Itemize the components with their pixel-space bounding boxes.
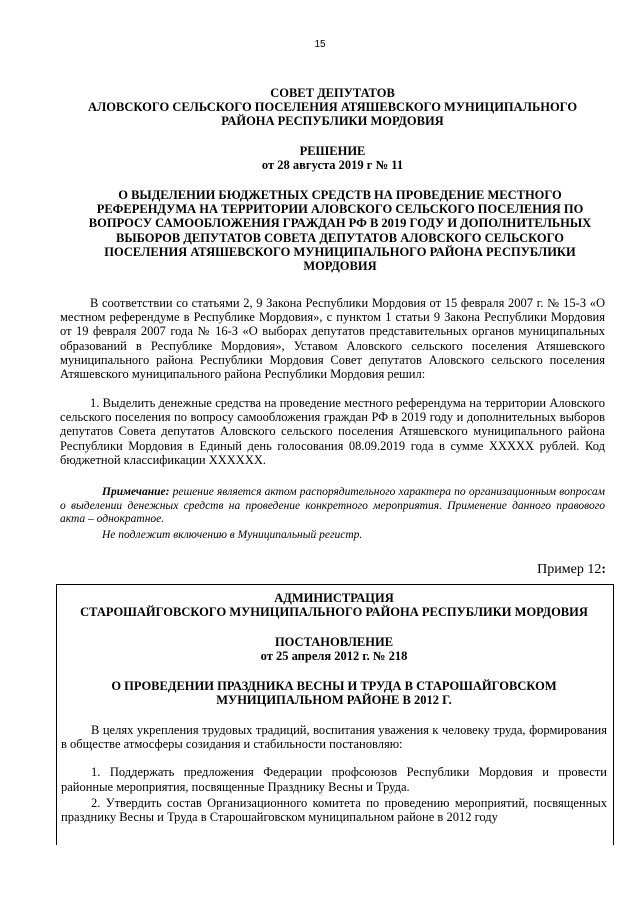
doc1-note-block <box>60 486 605 542</box>
doc2-item1: 1. Поддержать предложения Федерации профсоюзов Республики Мордовия и провести районные мероприятия, посвященные Празднику Весны и Труда. <box>61 765 607 794</box>
doc1-preamble: В соответствии со статьями 2, 9 Закона Республики Мордовия от 15 февраля 2007 г. № 15-З «О местном референдуме в Республике Мордовия», с пунктом 1 статьи 9 Закона Республики Мордовия от 19 февраля 2007 года № 16-З «О выборах депутатов представительных органов муниципальных образований в Республике Мордовия», Уставом Аловского сельского поселения Атяшевского муниципального района Республики Мордовия Совет депутатов Аловского сельского поселения Атяшевского муниципального района Республики Мордовия решил: <box>60 296 605 382</box>
doc1-type-block <box>60 144 605 172</box>
doc2-title-line1: О ПРОВЕДЕНИИ ПРАЗДНИКА ВЕСНЫ И ТРУДА В СТАРОШАЙГОВСКОМ <box>111 679 557 693</box>
page-number: 15 <box>314 39 326 50</box>
doc1-org-line1: СОВЕТ ДЕПУТАТОВ <box>270 86 395 100</box>
doc2-item2: 2. Утвердить состав Организационного комитета по проведению мероприятий, посвященных празднику Весны и Труда в Старошайговском муниципальном районе в 2012 году <box>61 795 607 825</box>
doc2-org-header <box>61 591 607 619</box>
doc2-title <box>61 679 607 707</box>
doc1-note <box>60 486 605 527</box>
doc1-note2: Не подлежит включению в Муниципальный регистр. <box>102 528 363 541</box>
example-label <box>537 562 606 578</box>
doc1-org-header <box>60 86 605 128</box>
doc1-doc-date: от 28 августа 2019 г № 11 <box>261 158 404 172</box>
doc1-title: О ВЫДЕЛЕНИИ БЮДЖЕТНЫХ СРЕДСТВ НА ПРОВЕДЕНИЕ МЕСТНОГО РЕФЕРЕНДУМА НА ТЕРРИТОРИИ АЛОВСКОГО СЕЛЬСКОГО ПОСЕЛЕНИЯ ПО ВОПРОСУ САМООБЛОЖЕНИЯ ГРАЖДАН РФ В 2019 ГОДУ И ДОПОЛНИТЕЛЬНЫХ ВЫБОРОВ ДЕПУТАТОВ СОВЕТА ДЕПУТАТОВ АЛОВСКОГО СЕЛЬСКОГО ПОСЕЛЕНИЯ АТЯШЕВСКОГО МУНИЦИПАЛЬНОГО РАЙОНА РЕСПУБЛИКИ МОРДОВИЯ <box>88 188 592 274</box>
doc2-type-block <box>61 635 607 663</box>
doc1-item1: 1. Выделить денежные средства на проведение местного референдума на территории Аловского сельского поселения по вопросу самообложения граждан РФ в 2019 году и дополнительных выборов депутатов Совета депутатов Аловского сельского поселения Атяшевского муниципального района Республики Мордовия в Единый день голосования 08.09.2019 года в сумме XXXXX рублей. Код бюджетной классификации XXXXXX. <box>60 396 605 467</box>
doc2-doc-type: ПОСТАНОВЛЕНИЕ <box>274 635 394 649</box>
doc1-preamble-block <box>60 296 605 381</box>
doc2-doc-date: от 25 апреля 2012 г. № 218 <box>260 649 408 663</box>
doc2-org-line1: АДМИНИСТРАЦИЯ <box>274 591 394 605</box>
doc1-org-line3: РАЙОНА РЕСПУБЛИКИ МОРДОВИЯ <box>221 114 444 128</box>
doc2-content <box>61 591 607 824</box>
doc2-org-line2: СТАРОШАЙГОВСКОГО МУНИЦИПАЛЬНОГО РАЙОНА РЕСПУБЛИКИ МОРДОВИЯ <box>80 605 588 619</box>
doc2-title-line2: МУНИЦИПАЛЬНОМ РАЙОНЕ В 2012 Г. <box>216 693 452 707</box>
doc1-org-line2: АЛОВСКОГО СЕЛЬСКОГО ПОСЕЛЕНИЯ АТЯШЕВСКОГО МУНИЦИПАЛЬНОГО <box>87 100 578 114</box>
doc2-preamble: В целях укрепления трудовых традиций, воспитания уважения к человеку труда, формирования в обществе атмосферы созидания и стабильности постановляю: <box>61 723 607 752</box>
example-frame <box>56 584 614 845</box>
example-colon: : <box>601 562 606 577</box>
example-label-text: Пример 12 <box>537 562 602 577</box>
note-label: Примечание: <box>102 486 170 498</box>
doc1-item1-block <box>60 396 605 467</box>
doc1-doc-type: РЕШЕНИЕ <box>299 144 366 158</box>
note-text: решение является актом распорядительного характера по организационным вопросам о выделении денежных средств на проведение конкретного мероприятия. Применение данного правового акта – однократное. <box>60 486 605 526</box>
